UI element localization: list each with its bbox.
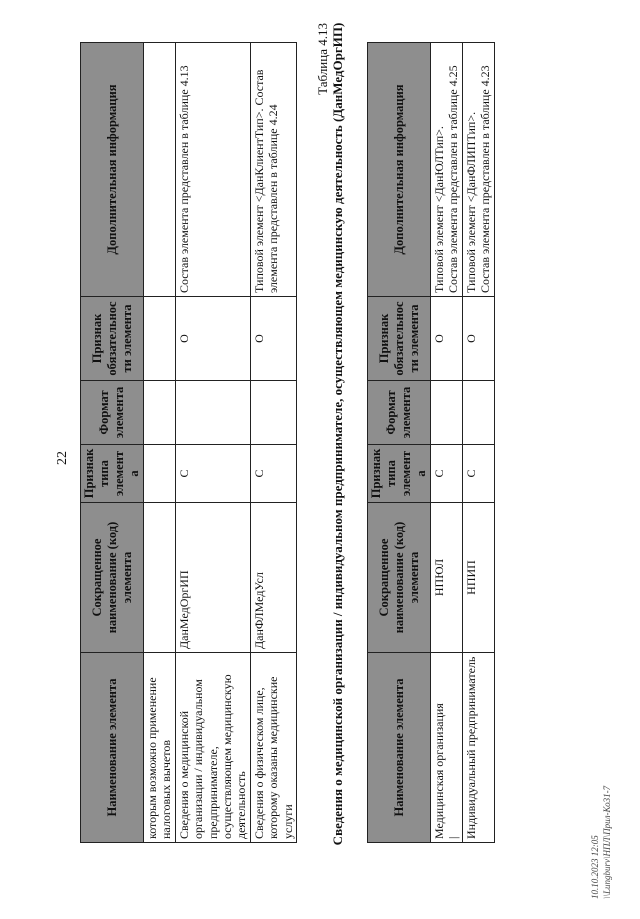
element-name: Сведения о физическом лице, которому оказаны медицинские услуги: [250, 653, 296, 843]
element-type: С: [431, 445, 463, 503]
col-info-header: Дополнительная информация: [368, 43, 431, 297]
col-info-header: Дополнительная информация: [81, 43, 144, 297]
col-format-header: Формат элемента: [368, 381, 431, 445]
element-name: которым возможно применение налоговых вычетов: [144, 653, 176, 843]
stamp-path: \\Lungburv\НПЛ\Прил-Ко31-7: [601, 785, 612, 899]
col-type-header: Признак типа элемента: [81, 445, 144, 503]
element-format: [431, 381, 463, 445]
element-type: С: [462, 445, 494, 503]
element-required: О: [175, 297, 250, 381]
table-continuation: [80, 42, 297, 843]
element-required: О: [462, 297, 494, 381]
element-format: [144, 381, 176, 445]
info-line: Типовой элемент <ДанЮЛТип>.: [432, 126, 446, 293]
element-format: [462, 381, 494, 445]
print-stamp: [590, 786, 613, 899]
element-format: [250, 381, 296, 445]
info-line: Состав элемента представлен в таблице 4.23: [478, 65, 493, 293]
element-info: [144, 43, 176, 297]
info-line: Состав элемента представлен в таблице 4.25: [446, 65, 461, 293]
element-type: С: [250, 445, 296, 503]
col-name-header: Наименование элемента: [368, 653, 431, 843]
table-header-row: [81, 43, 144, 843]
col-required-header: Признак обязательности элемента: [81, 297, 144, 381]
element-info: Состав элемента представлен в таблице 4.13: [175, 43, 250, 297]
stamp-date: 10.10.2023 12:05: [590, 835, 600, 899]
element-code: ДанФЛМедУсл: [250, 503, 296, 653]
table-header-row: [368, 43, 431, 843]
element-name: [431, 653, 463, 843]
page-number: 22: [55, 451, 70, 465]
col-name-header: Наименование элемента: [81, 653, 144, 843]
element-type: [144, 445, 176, 503]
element-info: [431, 43, 463, 297]
element-name: Индивидуальный предприниматель: [462, 653, 494, 843]
element-code: ДанМедОргИП: [175, 503, 250, 653]
element-type: С: [175, 445, 250, 503]
col-code-header: Сокращенное наименование (код) элемента: [368, 503, 431, 653]
table-4-13: [367, 42, 495, 843]
element-info: Типовой элемент <ДанКлиентТип>. Состав элемента представлен в таблице 4.24: [250, 43, 296, 297]
table-title: Сведения о медицинской организации / индивидуальном предпринимателе, осуществляющем медицинскую деятельность (ДанМедОргИП): [330, 22, 345, 846]
info-line: Типовой элемент <ДанФЛИПТип>.: [463, 111, 478, 293]
table-row: [144, 43, 176, 843]
element-code: [144, 503, 176, 653]
separator-mark: |: [446, 836, 461, 839]
element-code: НПЮЛ: [431, 503, 463, 653]
element-name: Сведения о медицинской организации / индивидуальном предпринимателе, осуществляющем медицинскую деятельность: [175, 653, 250, 843]
table-label: Таблица 4.13: [315, 23, 330, 95]
element-info: [462, 43, 494, 297]
element-required: [144, 297, 176, 381]
table-row: [462, 43, 494, 843]
table-row: [431, 43, 463, 843]
element-code: НПИП: [462, 503, 494, 653]
col-format-header: Формат элемента: [81, 381, 144, 445]
element-required: О: [250, 297, 296, 381]
table-row: [175, 43, 250, 843]
col-code-header: Сокращенное наименование (код) элемента: [81, 503, 144, 653]
col-type-header: Признак типа элемента: [368, 445, 431, 503]
col-required-header: Признак обязательности элемента: [368, 297, 431, 381]
table-row: [250, 43, 296, 843]
element-required: О: [431, 297, 463, 381]
element-name-text: Медицинская организация: [432, 703, 446, 839]
element-format: [175, 381, 250, 445]
